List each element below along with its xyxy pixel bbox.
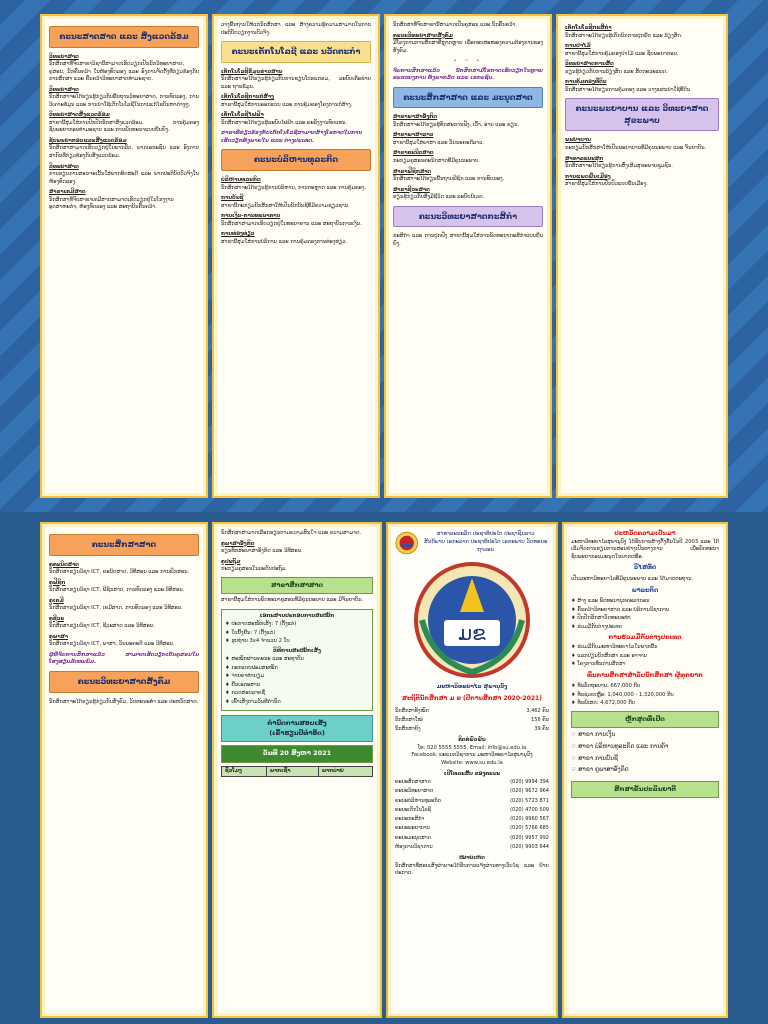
- bottom-column-3-cover: [386, 522, 558, 1018]
- contact-line: Facebook: ພະແນກວິຊາການ ມະຫາວິທະຍາໄລສຸພານຸວົງ: [411, 752, 533, 759]
- documents-list: [225, 621, 369, 646]
- section-title: ວິທະຍາສາດ: [49, 163, 79, 170]
- exam-schedule-title: [221, 715, 373, 742]
- section-text: ການຮຽນການສອນຈະເນັ້ນໃສ່ພາກທິດສະດີ ແລະ ພາກປະຕິບັດຕົວຈິງໃນຫ້ອງທົດລອງ.: [49, 171, 199, 185]
- phone-label: ຄະນະກະສິກຳ: [395, 816, 425, 823]
- section-text: ມີໂຄງການການສຶກສາທີ່ຫຼາກຫຼາຍ ເພື່ອຕອບສະໜອງຄວາມຕ້ອງການຂອງສັງຄົມ.: [393, 40, 543, 54]
- phone-row: [395, 778, 549, 787]
- list-item: ♦ ຮ່ວມມືກັບຕ່າງປະເທດ: [571, 624, 719, 632]
- intro-text: ນັກສຶກສາທີ່ຈົບສາຂານີ້ສາມາດເປັນຄູສອນ ແລະ ນັກຄົ້ນຄວ້າ.: [393, 22, 517, 28]
- stat-row: [395, 725, 549, 734]
- national-emblem-icon: [395, 530, 419, 556]
- section-text: ສາຂານີ້ກະກຽມນັກສຶກສາໃຫ້ເປັນນັກບັນຊີທີ່ມີຄວາມຊ່ຽວຊານ.: [221, 202, 350, 209]
- list-item: ♦ ຮູບຖ່າຍ 3x4 ຈຳນວນ 2 ໃບ: [225, 638, 369, 646]
- top-column-2: [212, 14, 380, 498]
- stat-label: ນັກສຶກສາຍິງ: [395, 726, 421, 733]
- list-item: ♦ ແລກປ່ຽນນັກສຶກສາ ແລະ ອາຈານ: [571, 653, 719, 661]
- bottom-column-4: [562, 522, 728, 1018]
- section-text: ນັກສຶກສາຈະໄດ້ຮຽນພື້ນຖານຟີຊິກ ແລະ ການທົດລອງ.: [393, 176, 505, 183]
- country-motto: ສັນຕິພາບ ເອກະລາດ ປະຊາທິປະໄຕ ເອກະພາບ ວັດທະນະຖາວອນ: [424, 539, 548, 553]
- phone-row: [395, 815, 549, 824]
- section-text: ກະສິກຳ ແລະ ການປູກຝັງ ສາຂານີ້ສຸມໃສ່ການພັດທະນາກະສິກຳແບບຍືນຍົງ.: [393, 233, 543, 247]
- table-header: ພາກບ່າຍ: [318, 766, 372, 776]
- section-title: ຄະນະວິທະຍາສາດສັງຄົມ: [393, 32, 454, 39]
- cooperation-title: ການຮ່ວມມືກັບຕ່າງປະເທດ: [608, 634, 682, 642]
- bottom-column-1: [40, 522, 208, 1018]
- phone-row: [395, 787, 549, 796]
- section-title: ສາທາລະນະສຸກ: [565, 155, 604, 162]
- list-item: ♦ ຄົ້ນຄວ້າວິທະຍາສາດ ແລະ ບໍລິການວິຊາການ: [571, 607, 719, 615]
- section-text: ນັກສຶກສາຮຽນວິຊາ ICT, ຊີວະສາດ ແລະ ວິທີສອນ.: [49, 623, 155, 630]
- section-title: ສາຂາພາສາອັງກິດ: [393, 114, 438, 121]
- section-text: ຮຽນທັກສະພາສາອັງກິດ ແລະ ວິທີສອນ.: [221, 548, 303, 555]
- section-title: ການປ່າໄມ້: [565, 43, 591, 50]
- mission-list: [571, 598, 719, 631]
- section-text: ນັກສຶກສາຈະໄດ້ຮຽນຮູ້ລະບົບໄຟຟ້າ ແລະ ພະລັງງານທົດແທນ.: [221, 119, 348, 126]
- list-item: ♦ ໃບຢັ້ງຢືນ: 7 (ຕັ້ງແຕ່): [225, 630, 369, 638]
- cooperation-list: [571, 644, 719, 669]
- stat-value: 3,462 ຄົນ: [526, 707, 549, 714]
- section-text: ສາຂານີ້ສຸມໃສ່ການຄຸ້ມຄອງປ່າໄມ້ ແລະ ຊັບພະຍາກອນ.: [565, 50, 679, 57]
- humanities-heading: ຄະນະສຶກສາສາດ ແລະ ມະນຸດສາດ: [393, 87, 543, 109]
- history-title: ປະຫວັດຄວາມເປັນມາ: [614, 530, 676, 537]
- top-column-4: [556, 14, 728, 498]
- section-text: ຮຽນຮູ້ກ່ຽວກັບສິ່ງມີຊີວິດ ແລະ ລະບົບນິເວດ.: [393, 194, 485, 201]
- section-text: ນັກສຶກສາສາມາດເຮັດວຽກຢູ່ໃນພາກລັດ, ພາກເອກະຊົນ ແລະ ອົງການສາກົນທີ່ກ່ຽວຂ້ອງກັບສິ່ງແວດລ້ອມ.: [49, 145, 199, 159]
- section-title: ບໍລິຫານທຸລະກິດ: [221, 177, 261, 184]
- list-item: ♦ ສ້າງ ແລະ ພັດທະນາບຸກຄະລາກອນ: [571, 598, 719, 606]
- section-text: ນັກສຶກສາທີ່ຈົບສາຂາເຄມີສາດສາມາດເຮັດວຽກຢູ່ໃນໂຮງງານອຸດສາຫະກຳ, ຫ້ອງທົດລອງ ແລະ ສະຖາບັນຄົ້ນຄວ້າ.: [49, 196, 174, 211]
- section-title: ເຕັກໂນໂລຊີການກໍ່ສ້າງ: [221, 94, 274, 101]
- phone-number: (020) 9960 567: [510, 816, 549, 823]
- phone-label: ຄະນະວິທະຍາສາດ: [395, 788, 434, 795]
- programs-list: [571, 731, 719, 775]
- vision-text: ເປັນມະຫາວິທະຍາໄລທີ່ມີຄຸນນະພາບ ແລະ ໄດ້ມາດຕະຖານ.: [571, 575, 694, 582]
- phone-row: [395, 806, 549, 815]
- phone-number: (020) 5766 685: [510, 825, 549, 832]
- divider: • ~ •: [453, 58, 483, 65]
- brochure-inner-side: [0, 512, 768, 1024]
- phone-label: ຄະນະພະຍາບານ: [395, 825, 430, 832]
- university-name: ມະຫາວິທະຍາໄລ ສຸພານຸວົງ: [436, 684, 508, 690]
- section-title: ວິທະຍາສາດການສັດ: [565, 61, 614, 68]
- program-item: ☞ ສາຂາ ການເງິນ: [571, 731, 719, 740]
- phone-row: [395, 843, 549, 852]
- section-title: ເຕັກໂນໂລຊີກະສິກຳ: [565, 25, 612, 31]
- section-text: ນັກສຶກສາຮຽນວິຊາ ICT, ຟີຊິກສາດ, ການທົດລອງ ແລະ ວິທີສອນ.: [49, 587, 185, 594]
- phone-label: ຄະນະບໍລິຫານທຸລະກິດ: [395, 797, 441, 804]
- contact-line: Website: www.su.edu.la: [441, 760, 503, 766]
- highlight-note: ສາຂາທີ່ກ່ຽວຂ້ອງກັບເຕັກໂນໂລຊີສາມາດສ້າງໂອກາດໃນການເຮັດວຽກທັງພາຍໃນ ແລະ ຕ່າງປະເທດ.: [221, 130, 363, 144]
- section-title: ວິທະຍາສາດ: [49, 86, 79, 93]
- phone-number: (020) 9903 644: [510, 843, 549, 850]
- section-title: ຄູເຄມີ: [49, 597, 64, 604]
- list-item: ♦ ປົກປັກຮັກສາວັດທະນະທຳ: [571, 615, 719, 623]
- section-text: ສາຂານີ້ສຸມໃສ່ການປົກປັກຮັກສາສິ່ງແວດລ້ອມ, ການຄຸ້ມຄອງຊັບພະຍາກອນທຳມະຊາດ ແລະ ການພັດທະນາແບບຍືນຍົງ.: [49, 119, 199, 134]
- list-item: ♦ ສະໝັກຜ່ານຄະນະ ແລະ ສະຖາບັນ: [225, 656, 369, 664]
- list-item: ♦ ກວດສອບລາຍຊື່: [225, 690, 369, 698]
- section-title: ຄູພາສາອັງກິດ: [221, 540, 255, 547]
- phone-label: ຄະນະມະນຸດສາດ: [395, 834, 431, 841]
- section-text: ນັກສຶກສາຮຽນວິຊາ ICT, ເຄມີສາດ, ການທົດລອງ ແລະ ວິທີສອນ.: [49, 605, 183, 612]
- section-text: ກະກຽມຄູສອນໃນລະດັບປະຖົມ.: [221, 566, 288, 573]
- section-title: ພະຍາບານ: [565, 137, 591, 144]
- phones-title: ເບີໂທລະສັບ ຂອງຄະນະ: [443, 770, 501, 777]
- list-item: ♦ ປະກາດສະໝັກເສັງ: 7 (ຕັ້ງແຕ່): [225, 621, 369, 629]
- section-text: ກະກຽມຄູສອນຄະນິດສາດທີ່ມີຄຸນນະພາບ.: [393, 157, 480, 164]
- degree-footer: ສີກສາຂັ້ນປະລິນຍາຕີ: [571, 781, 719, 798]
- section-text: ກະກຽມນັກສຶກສາໃຫ້ເປັນພະຍາບານທີ່ມີຄຸນນະພາບ ແລະ ຈັນຍາບັນ.: [565, 144, 707, 151]
- vision-title: ວິໄສທັດ: [633, 564, 657, 572]
- top-left-heading: ຄະນະສາດສາດ ແລະ ສິ່ງແວດລ້ອມ: [49, 26, 199, 48]
- section-text: ນັກສຶກສາຮຽນວິຊາ ICT, ພາສາ, ວັນນະຄະດີ ແລະ ວິທີສອນ.: [49, 641, 175, 648]
- highlight-note: ຈົບການສຶກສາແລ້ວ ນັກສຶກສາມີໂອກາດເຮັດວຽກໃນຫຼາຍຂະແໜງການ ທັງພາກລັດ ແລະ ເອກະຊົນ.: [393, 67, 543, 82]
- section-text: ສາຂານີ້ສຸມໃສ່ການອອກແບບ ແລະ ການຄຸ້ມຄອງໂຄງການກໍ່ສ້າງ.: [221, 101, 353, 108]
- exam-table: [221, 766, 373, 777]
- contact-line: ໂທ: 020 5555 5555, Email: info@su.edu.la: [417, 744, 527, 751]
- application-box: [221, 609, 373, 712]
- section-text: ນັກສຶກສາຈະໄດ້ຮຽນຮູ້ເຕັກນິກການປູກພືດ ແລະ ລ້ຽງສັດ.: [565, 32, 683, 39]
- list-item: ♦ ທຶນຊ່ວຍເຫຼືອ: 1,040,000 - 1,320,000 ກີບ: [571, 692, 719, 700]
- section-text: ນັກສຶກສາຈະໄດ້ຮຽນຮູ້ການສົ່ງເສີມສຸຂະພາບຊຸມຊົນ.: [565, 163, 673, 170]
- contact-title: ຕິດຕໍ່ພົວພັນ: [458, 737, 486, 744]
- phone-label: ຫ້ອງການວິຊາການ: [395, 843, 433, 850]
- exam-subtitle: (ເຂົ້າຮຽນປີທຳອິດ): [269, 728, 325, 737]
- logo-text: ມຂ: [458, 621, 486, 645]
- list-item: ♦ ຈ່າຍຄ່າທຳນຽມ: [225, 673, 369, 681]
- section-title: ຄູຟີຊິກ: [49, 579, 66, 586]
- note-title: ໝາຍເຫດ: [459, 855, 485, 862]
- section-text: ນັກສຶກສາຈະໄດ້ຮຽນຮູ້ການບໍລິຫານ, ການຕະຫຼາດ ແລະ ການຄຸ້ມຄອງ.: [221, 184, 367, 191]
- nursing-heading: ຄະນະພະຍາບານ ແລະ ວິທະຍາສາດສຸຂະພາບ: [565, 98, 719, 131]
- section-title: ວິທະຍາສາດ: [49, 53, 79, 60]
- method-title: ວິທີການສະໝັກເສັງ: [273, 647, 321, 654]
- stat-row: [395, 716, 549, 725]
- section-title: ການແພດພື້ນເມືອງ: [565, 173, 611, 180]
- section-title: ການບັນຊີ: [221, 195, 244, 202]
- bottom-column-2: [212, 522, 382, 1018]
- section-text: ນັກສຶກສາສາມາດເຮັດວຽກຢູ່ໃນທະນາຄານ ແລະ ສະຖາບັນການເງິນ.: [221, 220, 362, 227]
- exam-title: ກຳນົດການສອບເສັງ: [267, 719, 327, 728]
- section-title: ສາຂາຄະນິດສາດ: [393, 150, 434, 157]
- education-branch-heading: ສາຂາສຶກສາສາດ: [221, 577, 373, 594]
- table-header: ຊົ່ວໂມງ: [222, 766, 267, 776]
- stats-title: ສະຖິຕິນັກສຶກສາ ມ ຂ (ປີການສຶກສາ 2020-2021): [402, 694, 542, 702]
- section-title: ຊັບພະຍາກອນແລະສິ່ງແວດລ້ອມ: [49, 137, 127, 144]
- social-science-heading: ຄະນະວິທະຍາສາດສັງຄົມ: [49, 671, 199, 693]
- section-text: ນັກສຶກສາທີ່ຈົບສາຂາວິຊານີ້ສາມາດເຮັດວຽກເປັນນັກວິທະຍາສາດ, ຄູສອນ, ນັກຄົ້ນຄວ້າ ໃນຫ້ອງທົດລອງ ແລະ ອົງການຈັດຕັ້ງທີ່ກ່ຽວຂ້ອງກັບການສຶກສາ ແລະ ຄົ້ນຄວ້າວິທະຍາສາດທຳມະຊາດ.: [49, 61, 199, 83]
- section-text: ນັກສຶກສາຈະໄດ້ຮຽນຮູ້ກ່ຽວກັບການຂຽນໂປຣແກຣມ, ລະບົບເຄືອຂ່າຍ ແລະ ຖານຂໍ້ມູນ.: [221, 76, 371, 90]
- program-item: ☞ ສາຂາ ຄູພາສາອັງກິດ: [571, 766, 719, 775]
- section-title: ຄູຄະນິດສາດ: [49, 561, 79, 568]
- intro-text: ວາງພື້ນຖານໃຫ້ແກ່ນັກສຶກສາ ແລະ ສ້າງຄວາມຮູ້ຄວາມສາມາດໃນການປະຕິບັດວຽກງານຕົວຈິງ.: [221, 22, 371, 36]
- scholarship-list: [571, 683, 719, 708]
- country-name: ສາທາລະນະລັດ ປະຊາທິປະໄຕ ປະຊາຊົນລາວ: [436, 531, 535, 538]
- stat-label: ນັກສຶກສາທັງໝົດ: [395, 707, 429, 714]
- section-title: ຄູຊີວະ: [49, 615, 65, 622]
- tech-heading: ຄະນະເຕັກໂນໂລຊີ ແລະ ນວັດຕະກຳ: [221, 41, 371, 63]
- scholarship-title: ທຶນການສຶກສາສຳລັບນັກສຶກສາ ຜູ້ທຸກຍາກ: [587, 671, 703, 679]
- stat-value: 39 ຄົນ: [534, 726, 549, 733]
- note-text: ນັກສຶກສາທີ່ສອບເສັງຜ່ານຈະໄດ້ຮັບການແຈ້ງຜ່ານທາງເວັບໄຊ ແລະ ປ້າຍປະກາດ.: [395, 862, 549, 877]
- phone-number: (020) 4700 509: [510, 806, 549, 813]
- section-title: ສາຂາຊີວະສາດ: [393, 186, 430, 193]
- section-text: ສາຂານີ້ສຸມໃສ່ພາສາ ແລະ ວັນນະຄະດີລາວ.: [393, 139, 484, 146]
- phone-row: [395, 824, 549, 833]
- section-text: ນັກສຶກສາຈະໄດ້ຮຽນຮູ້ກ່ຽວກັບພື້ນຖານວິທະຍາສາດ, ການທົດລອງ, ການວິເຄາະຂໍ້ມູນ ແລະ ການນຳໃຊ້ເຕັກໂນໂລຊີໃນການແກ້ໄຂບັນຫາຕ່າງໆ.: [49, 94, 199, 108]
- intro-text: ນັກສຶກສາສາມາດເລືອກຮຽນຕາມຄວາມສົນໃຈ ແລະ ຄວາມສາມາດ.: [221, 530, 362, 536]
- section-text: ນັກສຶກສາຈະໄດ້ຮຽນການຄຸ້ມຄອງ ແລະ ວາງແຜນນຳໃຊ້ທີ່ດິນ.: [565, 86, 692, 93]
- section-title: ການຄຸ້ມຄອງທີ່ດິນ: [565, 79, 607, 86]
- list-item: ♦ ໂຄງການທຶນການສຶກສາ: [571, 661, 719, 669]
- phone-number: (020) 5723 871: [510, 797, 549, 804]
- exam-date: ວັນທີ 20 ສິງຫາ 2021: [221, 745, 373, 762]
- section-text: ສາຂານີ້ສຸມໃສ່ການພັດທະນາຄູສອນທີ່ມີຄຸນນະພາບ ແລະ ມີຈັນຍາບັນ.: [221, 597, 364, 604]
- section-text: ນັກສຶກສາຈະໄດ້ຮຽນຮູ້ກ່ຽວກັບສັງຄົມ, ວັດທະນະທຳ ແລະ ປະຫວັດສາດ.: [49, 698, 199, 705]
- section-title: ຄູປະຖົມ: [221, 558, 241, 565]
- list-item: ♦ ທຶນລັດຖະບານ: 667,000 ກີບ: [571, 683, 719, 691]
- phone-number: (020) 9672 964: [510, 788, 549, 795]
- programs-title: ຫຼັກສູດທີ່ເປີດ: [571, 711, 719, 728]
- section-text: ສາຂານີ້ສຸມໃສ່ການບໍລິການ ແລະ ການຄຸ້ມຄອງການທ່ອງທ່ຽວ.: [221, 238, 348, 245]
- university-logo: [412, 560, 532, 680]
- method-list: [225, 656, 369, 706]
- stat-value: 156 ຄົນ: [531, 716, 549, 723]
- table-header: ພາກເຊົ້າ: [266, 766, 318, 776]
- business-heading: ຄະນະບໍລິຫານທຸລະກິດ: [221, 149, 371, 171]
- stat-row: [395, 707, 549, 716]
- section-title: ສາຂາພາສາລາວ: [393, 132, 434, 139]
- section-title: ເຕັກໂນໂລຊີໄຟຟ້າ: [221, 112, 264, 119]
- phone-row: [395, 834, 549, 843]
- section-text: ຮຽນຮູ້ກ່ຽວກັບການລ້ຽງສັດ ແລະ ສັດຕະວະແພດ.: [565, 68, 668, 75]
- program-item: ☞ ສາຂາ ບໍລິຫານທຸລະກິດ ແລະ ການຄ້າ: [571, 743, 719, 752]
- section-text: ນັກສຶກສາຮຽນວິຊາ ICT, ຄະນິດສາດ, ວິທີສອນ ແລະ ການຝຶກສອນ.: [49, 569, 190, 576]
- documents-title: ເອກະສານປະກອບການສະໝັກ: [259, 612, 335, 619]
- phone-label: ຄະນະສຶກສາສາດ: [395, 779, 431, 786]
- section-title: ການເງິນ-ການທະນາຄານ: [221, 213, 281, 220]
- phone-number: (020) 9957 992: [510, 834, 549, 841]
- section-title: ຄູພາສາ: [49, 633, 68, 640]
- list-item: ♦ ທຶນພິເສດ: 4,672,000 ກີບ: [571, 700, 719, 708]
- history-text: ມະຫາວິທະຍາໄລສຸພານຸວົງ ໄດ້ຮັບການສ້າງຕັ້ງຂຶ້ນໃນປີ 2003 ແລະ ໄດ້ເລີ່ມຈັດການຮຽນການສອນຢ່າງເປັນທາງການ ເພື່ອພັດທະນາຊັບພະຍາກອນມະນຸດໃນພາກເໜືອ.: [571, 538, 719, 560]
- section-title: ສາຂາເຄມີສາດ: [49, 189, 86, 196]
- section-text: ສາຂານີ້ສຸມໃສ່ການປິ່ນປົວແບບພື້ນເມືອງ.: [565, 181, 648, 188]
- education-heading: ຄະນະສຶກສາສາດ: [49, 534, 199, 556]
- agriculture-heading: ຄະນະວິທະຍາສາດກະສິກຳ: [393, 206, 543, 228]
- list-item: ♦ ຍື່ນເອກະສານ: [225, 682, 369, 690]
- stat-label: ນັກສຶກສາໃໝ່: [395, 716, 423, 723]
- top-column-3: [384, 14, 552, 498]
- section-title: ສາຂາຟີຊິກສາດ: [393, 168, 432, 175]
- list-item: ♦ ຮ່ວມມືກັບມະຫາວິທະຍາໄລໃນພາກພື້ນ: [571, 644, 719, 652]
- header-row: [395, 530, 549, 556]
- section-title: ວິທະຍາສາດສິ່ງແວດລ້ອມ: [49, 112, 110, 119]
- mission-title: ພາລະກິດ: [631, 586, 659, 594]
- phone-label: ຄະນະເຕັກໂນໂລຊີ: [395, 806, 432, 813]
- phone-number: (020) 9994 394: [510, 779, 549, 786]
- top-column-1: [40, 14, 208, 498]
- section-text: ນັກສຶກສາຈະໄດ້ຮຽນຮູ້ທັກສະການຟັງ, ເວົ້າ, ອ່ານ ແລະ ຂຽນ.: [393, 121, 520, 128]
- list-item: ♦ ເຂົ້າເສັງຕາມວັນທີກຳນົດ: [225, 699, 369, 707]
- program-item: ☞ ສາຂາ ການບັນຊີ: [571, 755, 719, 764]
- list-item: ♦ ກອກແບບຟອມສະໝັກ: [225, 665, 369, 673]
- highlight-note: ຜູ້ທີ່ຈົບການສຶກສາແລ້ວ ສາມາດເຮັດວຽກເປັນຄູສອນໃນໂຮງຮຽນມັດທະຍົມ.: [49, 651, 199, 666]
- section-title: ການທ່ອງທ່ຽວ: [221, 231, 255, 238]
- phone-row: [395, 797, 549, 806]
- section-title: ເຕັກໂນໂລຊີຂໍ້ມູນຂ່າວສານ: [221, 68, 283, 75]
